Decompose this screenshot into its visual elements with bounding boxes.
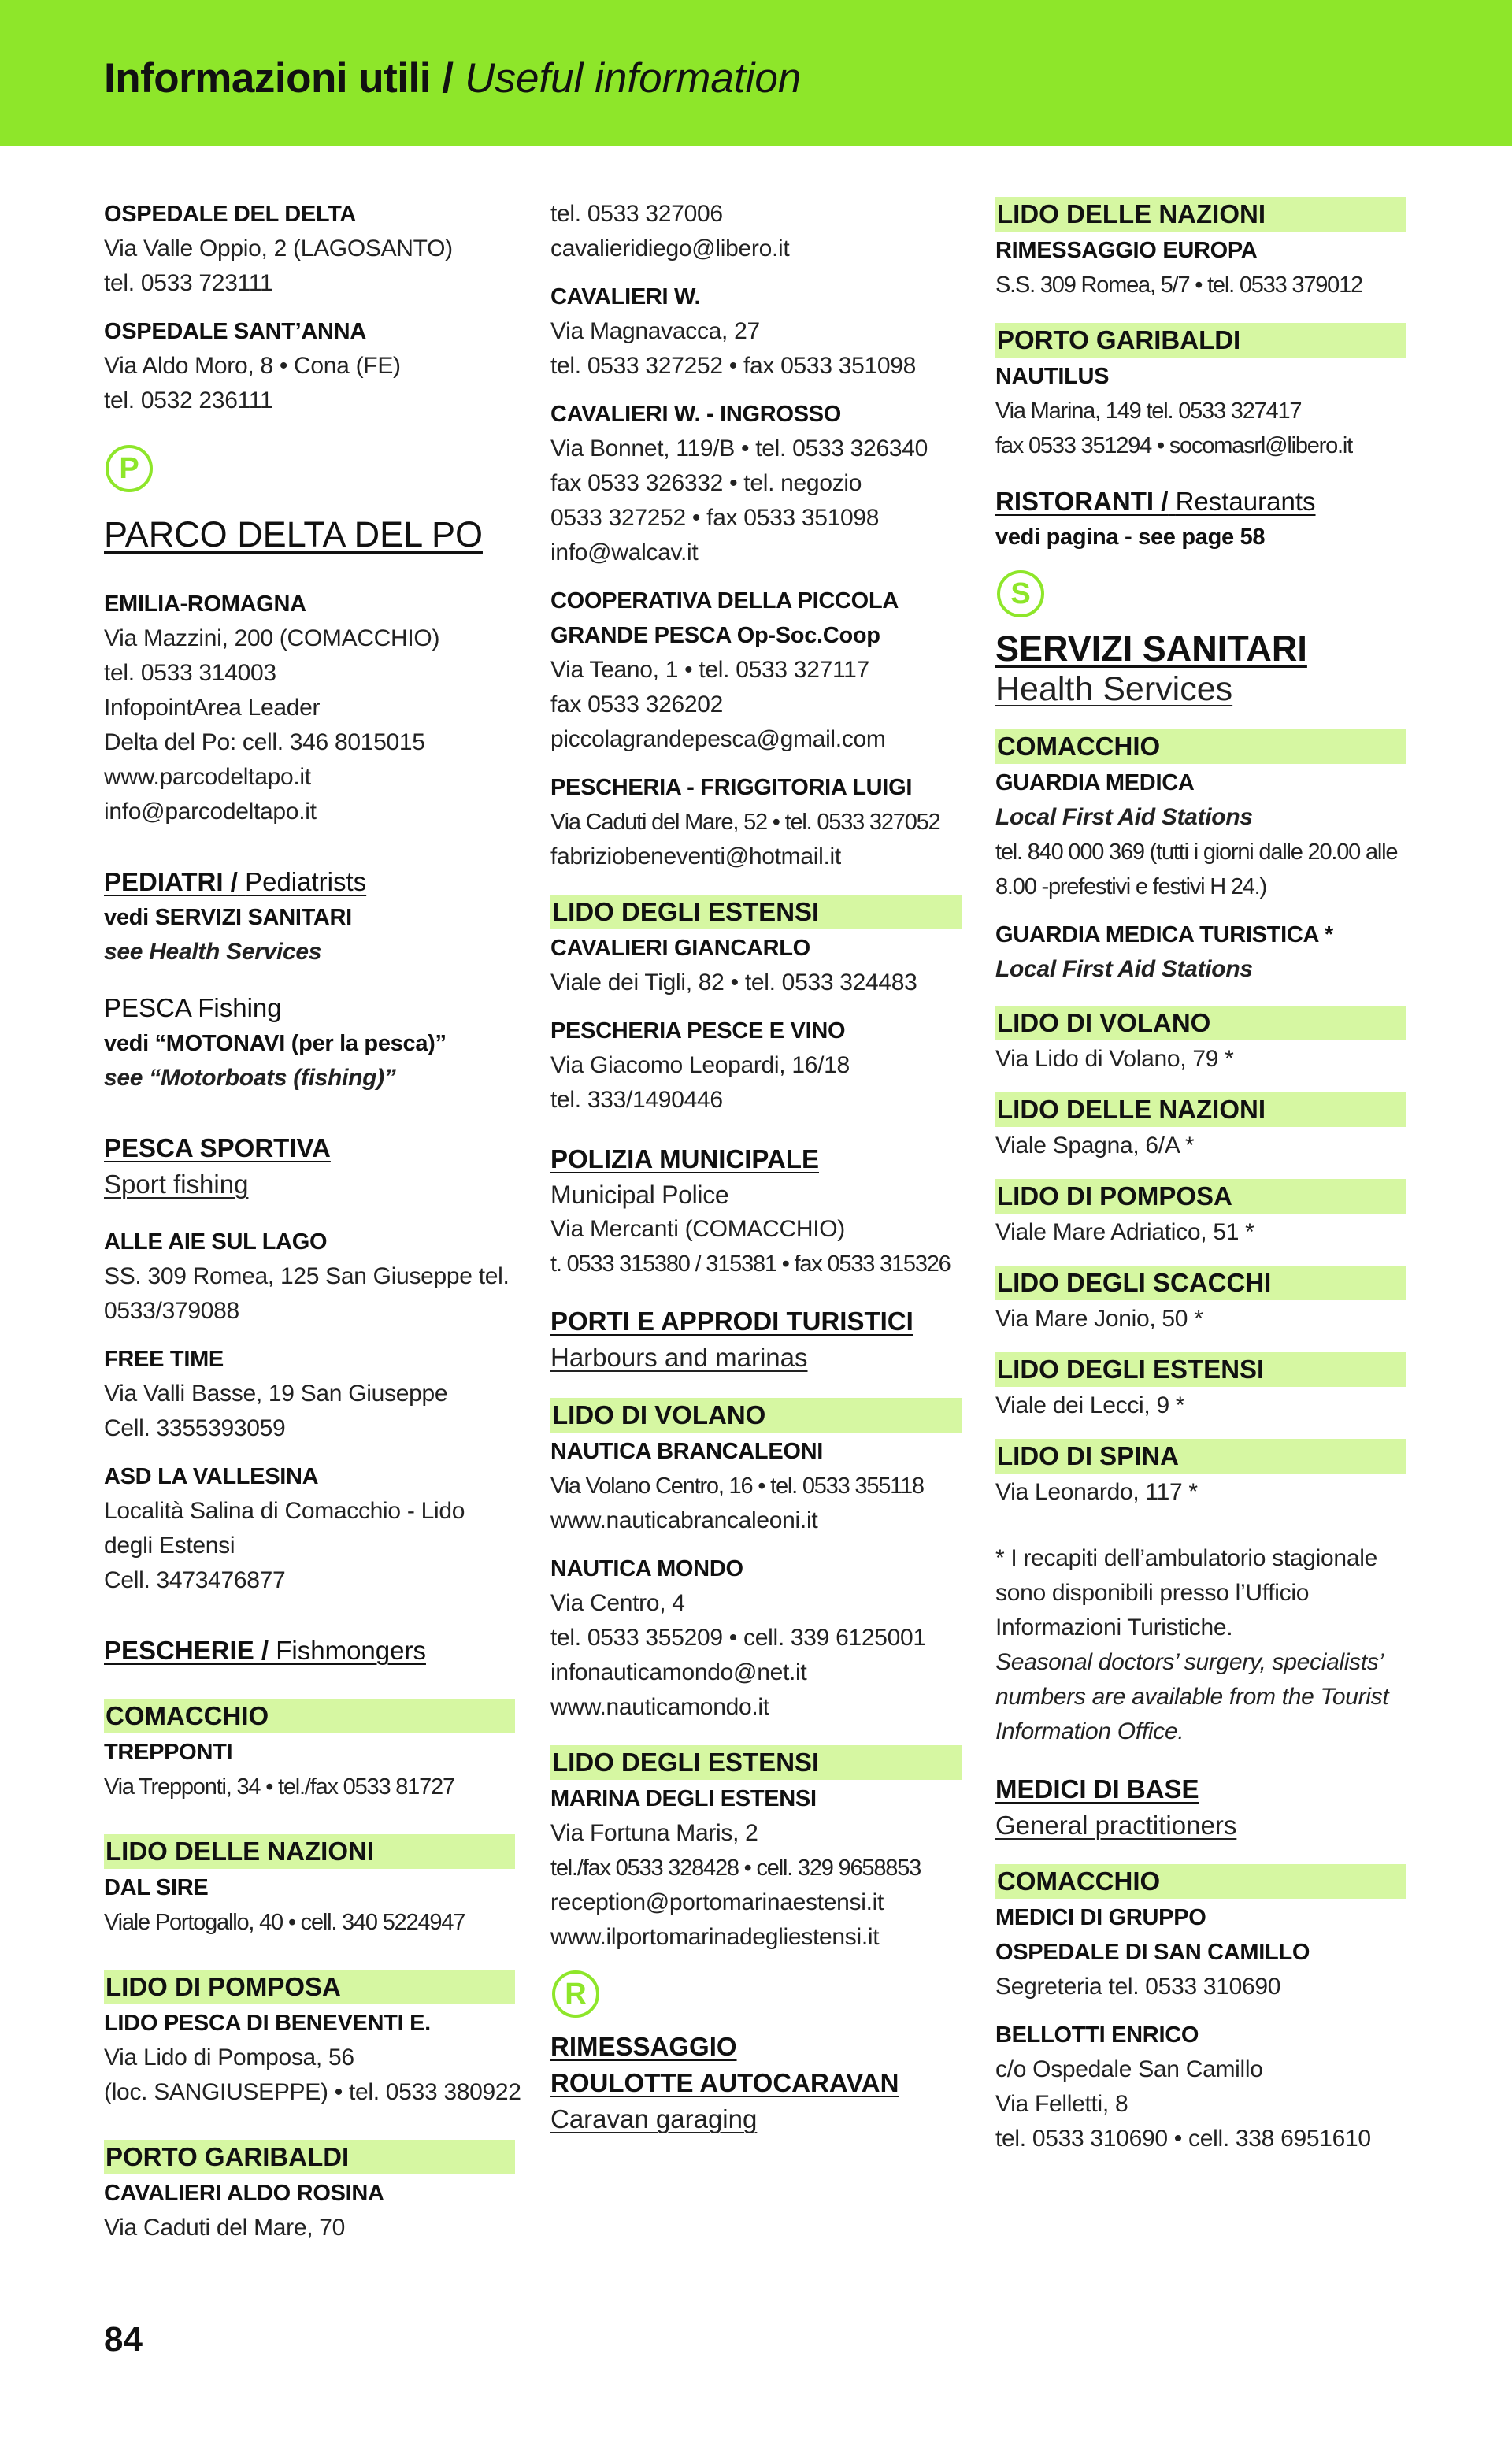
entry-name: PESCHERIA PESCE E VINO: [550, 1018, 846, 1044]
section-title: POLIZIA MUNICIPALE: [550, 1144, 819, 1173]
entry-line: Via Bonnet, 119/B • tel. 0533 326340: [550, 436, 928, 462]
location-label: LIDO DI SPINA: [995, 1439, 1406, 1474]
entry-line: tel. 0533 314003: [104, 660, 276, 686]
entry-website: www.ilportomarinadegliestensi.it: [550, 1924, 880, 1950]
entry-emilia-romagna: [104, 587, 515, 829]
entry-address: Via Valle Oppio, 2 (LAGOSANTO): [104, 235, 453, 261]
location-label: COMACCHIO: [995, 1864, 1406, 1899]
location-label: LIDO DEGLI SCACCHI: [995, 1266, 1406, 1300]
entry-line: fax 0533 326332 • tel. negozio: [550, 470, 862, 496]
entry-line: Via Trepponti, 34 • tel./fax 0533 81727: [104, 1774, 454, 1800]
entry-line: Via Mazzini, 200 (COMACCHIO): [104, 625, 440, 651]
location-label: LIDO DEGLI ESTENSI: [550, 895, 962, 929]
entry-marina-estensi: [550, 1781, 962, 1955]
entry-line: Via Mercanti (COMACCHIO): [550, 1216, 845, 1242]
entry-name: OSPEDALE SANT’ANNA: [104, 319, 366, 344]
section-subtitle: Municipal Police: [550, 1181, 729, 1209]
entry-line: Via Magnavacca, 27: [550, 318, 760, 344]
entry-lido: [995, 1129, 1406, 1163]
entry-name: NAUTILUS: [995, 364, 1110, 389]
location-label: LIDO DEGLI ESTENSI: [550, 1745, 962, 1780]
entry-name: RIMESSAGGIO EUROPA: [995, 238, 1258, 263]
entry-line: vedi “MOTONAVI (per la pesca)”: [104, 1031, 447, 1056]
section-title-en: Pediatrists: [245, 867, 367, 896]
entry-line: c/o Ospedale San Camillo: [995, 2056, 1263, 2082]
entry-lido-pesca: [104, 2006, 521, 2110]
entry-lido: [995, 1215, 1406, 1250]
entry-free-time: [104, 1342, 515, 1446]
entry-name: FREE TIME: [104, 1347, 224, 1372]
entry-name: NAUTICA MONDO: [550, 1556, 743, 1581]
entry-address: Via Aldo Moro, 8 • Cona (FE): [104, 353, 401, 379]
entry-line: see “Motorboats (fishing)”: [104, 1065, 396, 1091]
entry-line: Delta del Po: cell. 346 8015015: [104, 729, 425, 755]
section-polizia: [550, 1141, 962, 1281]
entry-line: Cell. 3473476877: [104, 1567, 286, 1593]
entry-email: cavalieridiego@libero.it: [550, 235, 790, 261]
entry-line: Via Caduti del Mare, 52 • tel. 0533 327052: [550, 810, 940, 835]
section-title: PARCO DELTA DEL PO: [104, 514, 483, 554]
location-label: LIDO DI VOLANO: [550, 1398, 962, 1433]
section-title: PESCHERIE /: [104, 1636, 269, 1665]
entry-email: info@parcodeltapo.it: [104, 799, 317, 825]
entry-guardia-medica: [995, 766, 1406, 904]
location-label: PORTO GARIBALDI: [104, 2140, 515, 2174]
title-english: Useful information: [465, 55, 802, 102]
entry-website: www.parcodeltapo.it: [104, 764, 311, 790]
entry-website: www.nauticamondo.it: [550, 1694, 769, 1720]
entry-line: Via Lido di Pomposa, 56: [104, 2044, 354, 2070]
location-label: COMACCHIO: [104, 1699, 515, 1733]
entry-name: OSPEDALE DI SAN CAMILLO: [995, 1940, 1310, 1965]
section-subtitle: Sport fishing: [104, 1170, 249, 1199]
entry-line: InfopointArea Leader: [104, 695, 321, 721]
letter-s-icon: S: [997, 570, 1044, 617]
location-label: LIDO DI VOLANO: [995, 1006, 1406, 1040]
entry-nautilus: [995, 359, 1406, 463]
entry-line: tel. 0533 355209 • cell. 339 6125001: [550, 1625, 926, 1651]
section-medici: [995, 1771, 1406, 1844]
entry-line: Local First Aid Stations: [995, 804, 1253, 830]
entry-asd-vallesina: [104, 1459, 515, 1598]
entry-medici-gruppo: [995, 1900, 1406, 2004]
section-pediatri: [104, 864, 515, 969]
entry-ospedale-anna: [104, 314, 515, 418]
entry-line: S.S. 309 Romea, 5/7 • tel. 0533 379012: [995, 272, 1362, 298]
page-number: 84: [104, 2320, 143, 2359]
entry-nautica-mondo: [550, 1551, 962, 1725]
entry-dal-sire: [104, 1870, 515, 1940]
note-line: Informazioni Turistiche.: [995, 1614, 1233, 1640]
entry-line: fax 0533 351294 • socomasrl@libero.it: [995, 433, 1353, 458]
section-parco: [104, 514, 515, 555]
section-title: PORTI E APPRODI TURISTICI: [550, 1307, 914, 1336]
entry-line: fax 0533 326202: [550, 691, 724, 717]
entry-line: Viale Portogallo, 40 • cell. 340 5224947: [104, 1910, 465, 1935]
entry-name: GUARDIA MEDICA TURISTICA *: [995, 922, 1333, 947]
letter-r-icon: R: [552, 1970, 599, 2018]
entry-luigi: [550, 770, 962, 874]
entry-line: tel. 840 000 369 (tutti i giorni dalle 20.00 alle: [995, 840, 1398, 865]
entry-line: tel. 0533 310690 • cell. 338 6951610: [995, 2126, 1371, 2152]
section-title: RIMESSAGGIO: [550, 2032, 737, 2061]
entry-name: ALLE AIE SUL LAGO: [104, 1229, 328, 1255]
entry-trepponti: [104, 1735, 515, 1804]
location-label: LIDO DI POMPOSA: [995, 1179, 1406, 1214]
entry-bellotti: [995, 2018, 1406, 2156]
entry-email: infonauticamondo@net.it: [550, 1659, 807, 1685]
location-label: LIDO DELLE NAZIONI: [104, 1834, 515, 1869]
entry-line: Via Caduti del Mare, 70: [104, 2215, 346, 2241]
entry-name: DAL SIRE: [104, 1875, 209, 1900]
entry-name: CAVALIERI GIANCARLO: [550, 936, 810, 961]
entry-line: tel. 0533 327252 • fax 0533 351098: [550, 353, 917, 379]
entry-lido: [995, 1042, 1406, 1077]
footnote: [995, 1541, 1406, 1749]
page-title: [104, 54, 801, 104]
entry-name: NAUTICA BRANCALEONI: [550, 1439, 824, 1464]
entry-line: Via Centro, 4: [550, 1590, 685, 1616]
entry-lido: [995, 1388, 1406, 1423]
entry-phone: tel. 0533 327006: [550, 201, 723, 227]
entry-line: Via Mare Jonio, 50 *: [995, 1306, 1203, 1332]
location-label: LIDO DELLE NAZIONI: [995, 197, 1406, 232]
section-subtitle: Health Services: [995, 670, 1233, 708]
entry-name: GRANDE PESCA Op-Soc.Coop: [550, 623, 880, 648]
section-servizi: [995, 628, 1406, 709]
section-title-en: Fishmongers: [276, 1636, 426, 1665]
section-pesca: [104, 990, 515, 1095]
section-subtitle: Caravan garaging: [550, 2104, 758, 2133]
section-subtitle: General practitioners: [995, 1811, 1237, 1840]
section-title-en: Fishing: [198, 993, 282, 1022]
section-rimessaggio: [550, 2029, 962, 2137]
section-pescherie: [104, 1633, 515, 1669]
section-title: ROULOTTE AUTOCARAVAN: [550, 2068, 899, 2097]
title-italian: Informazioni utili /: [104, 55, 454, 102]
section-title: SERVIZI SANITARI: [995, 628, 1307, 669]
entry-alle-aie: [104, 1225, 515, 1329]
note-line: Seasonal doctors’ surgery, specialists’: [995, 1649, 1384, 1675]
entry-name: ASD LA VALLESINA: [104, 1464, 319, 1489]
entry-line: tel. 333/1490446: [550, 1087, 723, 1113]
entry-name: COOPERATIVA DELLA PICCOLA: [550, 588, 899, 614]
entry-ospedale-delta: [104, 197, 515, 301]
entry-cavalieri-giancarlo: [550, 931, 962, 1000]
entry-cooperativa: [550, 584, 962, 757]
entry-line: Località Salina di Comacchio - Lido: [104, 1498, 465, 1524]
entry-line: degli Estensi: [104, 1533, 235, 1559]
entry-line: Via Volano Centro, 16 • tel. 0533 355118: [550, 1474, 924, 1499]
entry-line: Via Giacomo Leopardi, 16/18: [550, 1052, 850, 1078]
entry-line: Via Marina, 149 tel. 0533 327417: [995, 399, 1302, 424]
entry-name: CAVALIERI W.: [550, 284, 701, 310]
note-line: * I recapiti dell’ambulatorio stagionale: [995, 1545, 1377, 1571]
entry-line: vedi pagina - see page 58: [995, 525, 1266, 550]
note-line: Information Office.: [995, 1718, 1184, 1744]
entry-lido: [995, 1475, 1406, 1510]
location-label: COMACCHIO: [995, 729, 1406, 764]
entry-line: SS. 309 Romea, 125 San Giuseppe tel.: [104, 1263, 510, 1289]
entry-name: OSPEDALE DEL DELTA: [104, 202, 357, 227]
entry-cavalieri-w: [550, 280, 962, 384]
entry-phone: tel. 0533 723111: [104, 270, 273, 296]
entry-brancaleoni: [550, 1434, 962, 1538]
location-label: LIDO DEGLI ESTENSI: [995, 1352, 1406, 1387]
location-label: LIDO DI POMPOSA: [104, 1970, 515, 2004]
section-title: RISTORANTI /: [995, 487, 1169, 516]
entry-line: Local First Aid Stations: [995, 956, 1253, 982]
entry-line: 0533/379088: [104, 1298, 239, 1324]
section-title-en: Restaurants: [1175, 487, 1316, 516]
page-header: [0, 0, 1512, 146]
entry-email: reception@portomarinaestensi.it: [550, 1889, 884, 1915]
entry-guardia-turistica: [995, 918, 1406, 987]
entry-name: MARINA DEGLI ESTENSI: [550, 1786, 817, 1811]
entry-continued: [550, 197, 962, 266]
entry-cavalieri-aldo: [104, 2176, 515, 2245]
entry-email: info@walcav.it: [550, 539, 699, 565]
location-label: LIDO DELLE NAZIONI: [995, 1092, 1406, 1127]
entry-line: 8.00 -prefestivi e festivi H 24.): [995, 874, 1266, 899]
entry-name: MEDICI DI GRUPPO: [995, 1905, 1206, 1930]
entry-email: piccolagrandepesca@gmail.com: [550, 726, 886, 752]
entry-line: Via Teano, 1 • tel. 0533 327117: [550, 657, 869, 683]
entry-email: fabriziobeneventi@hotmail.it: [550, 843, 841, 869]
entry-line: see Health Services: [104, 939, 322, 965]
entry-name: LIDO PESCA DI BENEVENTI E.: [104, 2011, 431, 2036]
section-porti: [550, 1303, 962, 1376]
column-3: [995, 197, 1406, 2170]
entry-name: EMILIA-ROMAGNA: [104, 591, 306, 617]
entry-line: Via Leonardo, 117 *: [995, 1479, 1198, 1505]
entry-rimessaggio-europa: [995, 233, 1406, 302]
entry-line: Viale dei Lecci, 9 *: [995, 1392, 1185, 1418]
entry-line: Viale Mare Adriatico, 51 *: [995, 1219, 1254, 1245]
entry-line: Viale Spagna, 6/A *: [995, 1133, 1195, 1158]
note-line: sono disponibili presso l’Ufficio: [995, 1580, 1310, 1606]
entry-name: BELLOTTI ENRICO: [995, 2022, 1199, 2048]
note-line: numbers are available from the Tourist: [995, 1684, 1389, 1710]
entry-line: t. 0533 315380 / 315381 • fax 0533 315326: [550, 1251, 951, 1277]
entry-website: www.nauticabrancaleoni.it: [550, 1507, 818, 1533]
entry-line: tel./fax 0533 328428 • cell. 329 9658853: [550, 1855, 921, 1881]
entry-line: 0533 327252 • fax 0533 351098: [550, 505, 880, 531]
entry-name: TREPPONTI: [104, 1740, 233, 1765]
column-2: [550, 197, 962, 2152]
section-title: PESCA: [104, 993, 191, 1022]
column-1: [104, 197, 521, 2259]
entry-line: (loc. SANGIUSEPPE) • tel. 0533 380922: [104, 2079, 521, 2105]
entry-phone: tel. 0532 236111: [104, 387, 273, 413]
section-subtitle: Harbours and marinas: [550, 1343, 808, 1372]
entry-lido: [995, 1302, 1406, 1336]
letter-p-icon: P: [106, 445, 153, 492]
entry-line: Via Valli Basse, 19 San Giuseppe: [104, 1381, 448, 1407]
section-title: PESCA SPORTIVA: [104, 1133, 331, 1162]
entry-line: Via Fortuna Maris, 2: [550, 1820, 758, 1846]
entry-line: Via Lido di Volano, 79 *: [995, 1046, 1234, 1072]
entry-name: GUARDIA MEDICA: [995, 770, 1195, 795]
entry-line: Cell. 3355393059: [104, 1415, 286, 1441]
location-label: PORTO GARIBALDI: [995, 323, 1406, 358]
section-title: MEDICI DI BASE: [995, 1774, 1199, 1804]
section-title: PEDIATRI /: [104, 867, 238, 896]
section-ristoranti: [995, 484, 1406, 554]
section-pesca-sportiva: [104, 1130, 515, 1203]
entry-name: CAVALIERI W. - INGROSSO: [550, 402, 842, 427]
entry-line: Segreteria tel. 0533 310690: [995, 1974, 1281, 2000]
entry-name: PESCHERIA - FRIGGITORIA LUIGI: [550, 775, 913, 800]
entry-cavalieri-ingrosso: [550, 397, 962, 570]
entry-line: Viale dei Tigli, 82 • tel. 0533 324483: [550, 969, 917, 995]
entry-line: Via Felletti, 8: [995, 2091, 1128, 2117]
entry-name: CAVALIERI ALDO ROSINA: [104, 2181, 384, 2206]
entry-pesce-vino: [550, 1014, 962, 1118]
entry-line: vedi SERVIZI SANITARI: [104, 905, 352, 930]
